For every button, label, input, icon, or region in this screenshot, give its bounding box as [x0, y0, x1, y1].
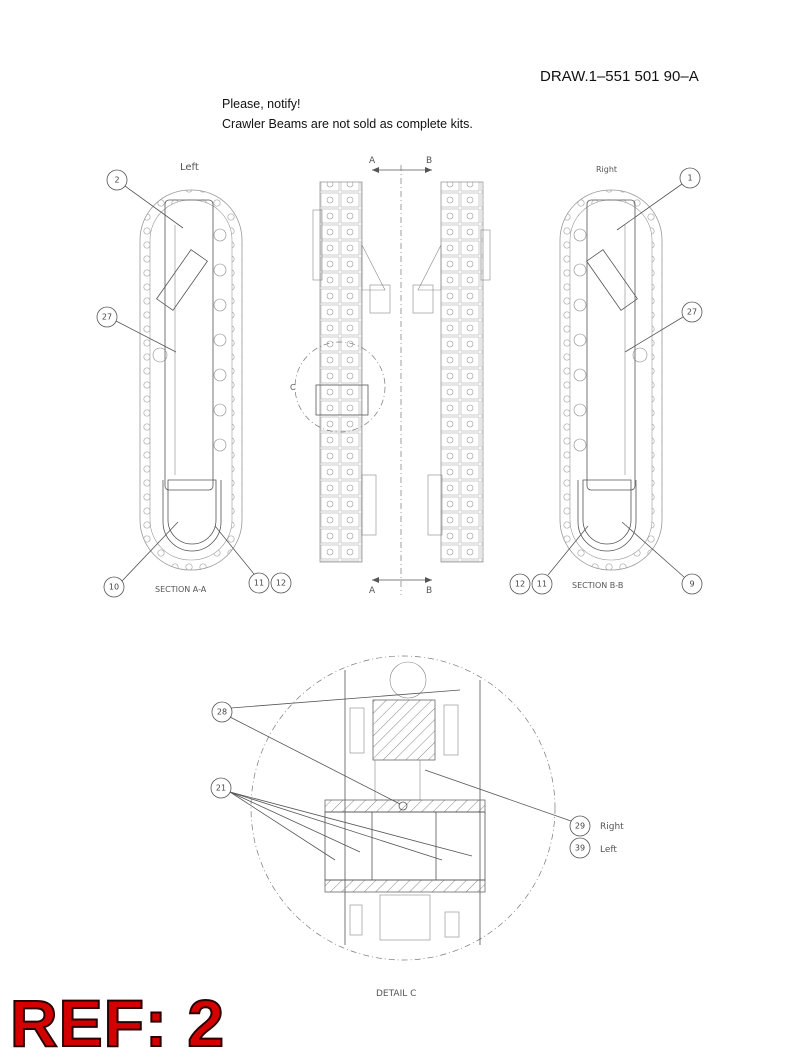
left-track-plan [320, 182, 362, 562]
svg-text:10: 10 [108, 582, 120, 592]
svg-text:27: 27 [101, 312, 113, 322]
svg-text:27: 27 [686, 307, 698, 317]
callout-left-10 [104, 577, 124, 597]
svg-text:12: 12 [275, 578, 287, 588]
callout-left-11 [249, 573, 269, 593]
callout-left-12 [271, 573, 291, 593]
callout-detail-39 [570, 838, 590, 858]
detail-29-label: Right [600, 822, 624, 832]
ref-label: REF: 2 [10, 986, 226, 1060]
callout-right-9 [682, 574, 702, 594]
left-view-title: Left [180, 162, 199, 173]
section-aa-label: SECTION A-A [155, 585, 207, 594]
svg-text:2: 2 [114, 175, 120, 185]
svg-text:28: 28 [216, 707, 228, 717]
svg-text:21: 21 [215, 783, 227, 793]
detail-pin-housing [325, 812, 485, 880]
hatched-block-top [373, 700, 435, 760]
callout-left-27 [97, 307, 117, 327]
center-plan-view [290, 156, 490, 596]
callout-detail-29 [570, 816, 590, 836]
callout-right-12 [510, 574, 530, 594]
right-view-title: Right [596, 165, 618, 174]
detail-39-label: Left [600, 845, 617, 855]
callout-right-11 [532, 574, 552, 594]
cut-b-bottom: B [426, 586, 433, 596]
section-bb-label: SECTION B-B [572, 581, 624, 590]
svg-text:39: 39 [574, 843, 586, 853]
detail-c-label: DETAIL C [376, 989, 417, 999]
svg-text:12: 12 [514, 579, 526, 589]
svg-text:11: 11 [253, 578, 265, 588]
right-track-plan [441, 182, 483, 562]
detail-c-view [211, 656, 624, 999]
callout-detail-21 [211, 778, 231, 798]
section-aa-view [97, 162, 291, 597]
callout-detail-28 [212, 702, 232, 722]
svg-text:29: 29 [574, 821, 586, 831]
cut-a-top: A [369, 156, 376, 166]
svg-text:1: 1 [687, 173, 693, 183]
cut-a-bottom: A [369, 586, 376, 596]
svg-text:9: 9 [689, 579, 695, 589]
drawing-number: DRAW.1–551 501 90–A [540, 68, 699, 85]
callout-left-2 [107, 170, 127, 190]
callout-right-27 [682, 302, 702, 322]
svg-text:11: 11 [536, 579, 548, 589]
note-line-1: Please, notify! [222, 97, 301, 111]
detail-c-marker: C [290, 383, 296, 392]
note-line-2: Crawler Beams are not sold as complete kits. [222, 117, 473, 131]
section-bb-view [510, 165, 702, 594]
cut-b-top: B [426, 156, 433, 166]
callout-right-1 [680, 168, 700, 188]
